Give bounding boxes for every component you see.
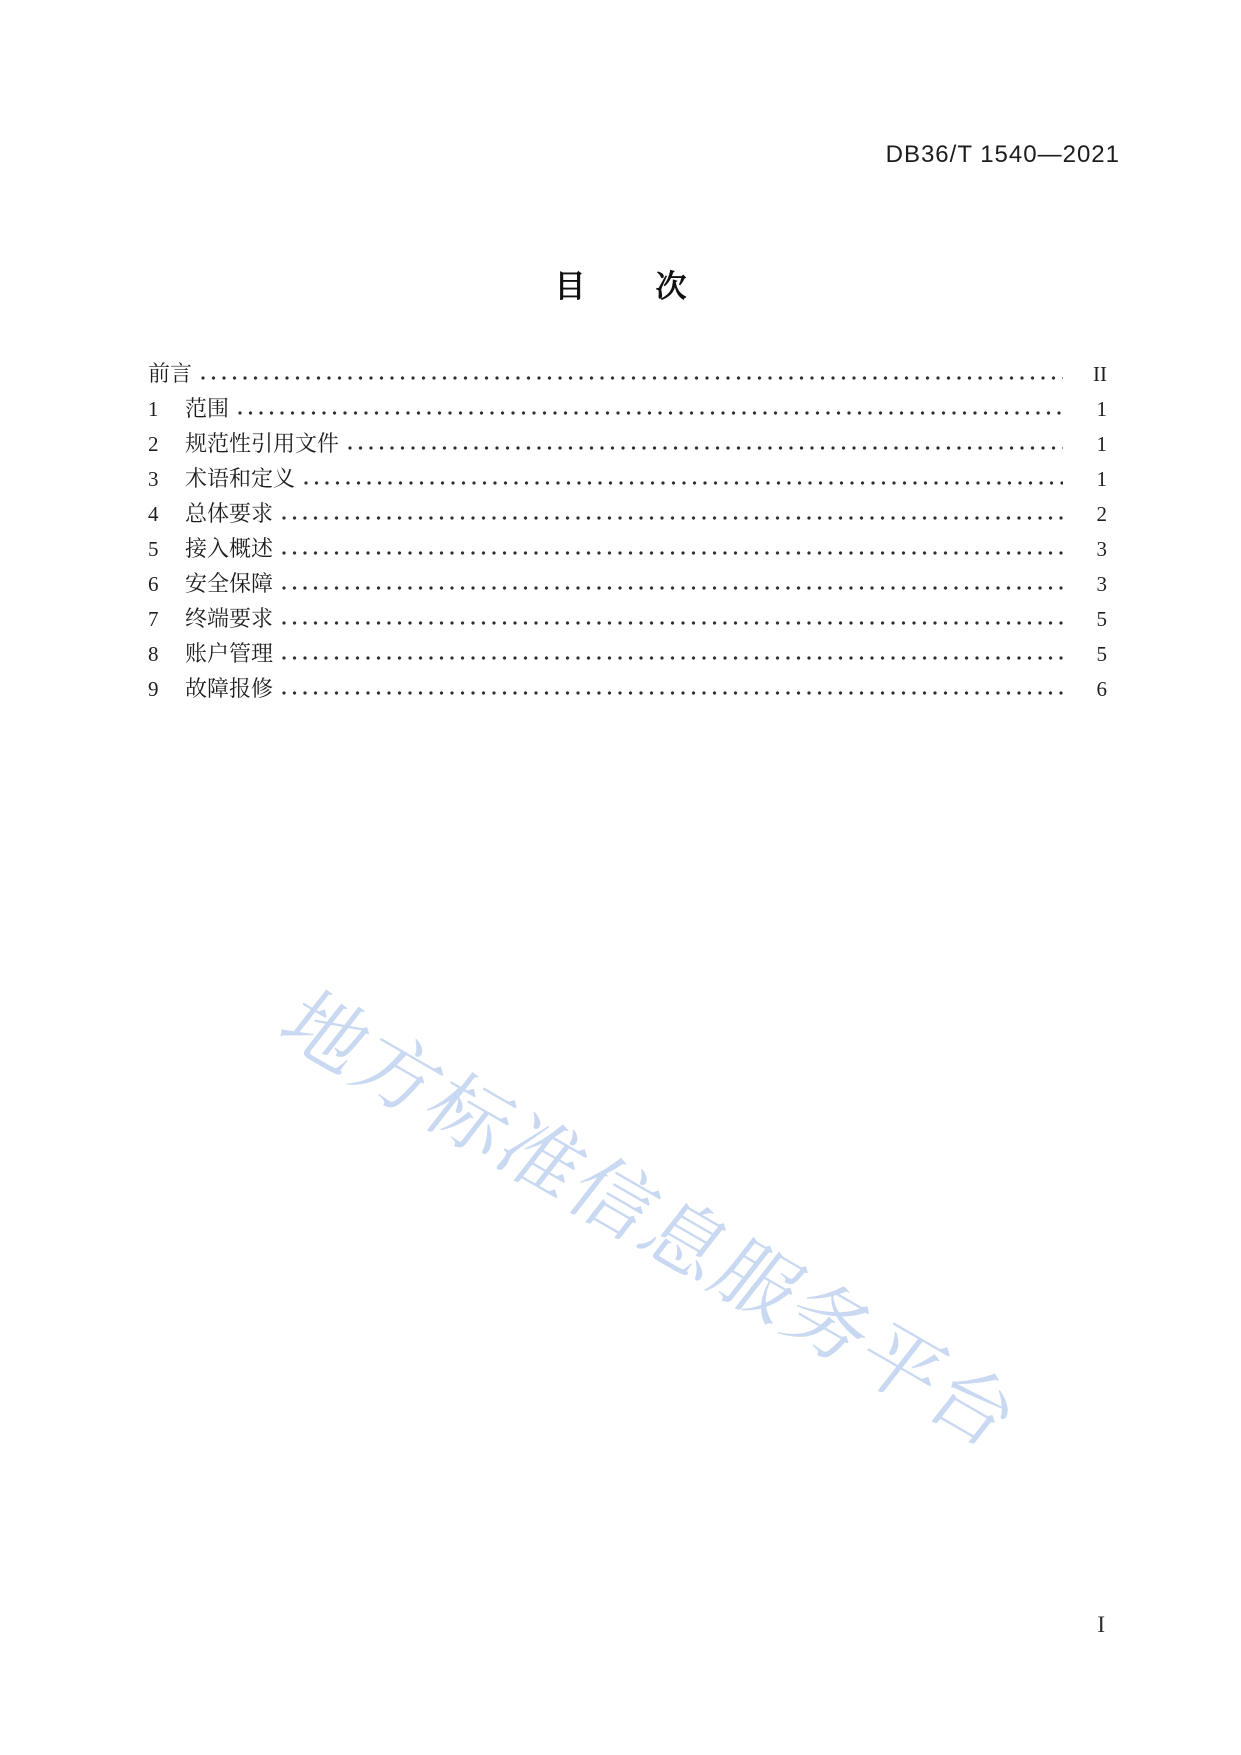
toc-entry-page-number: 5 (1096, 642, 1107, 666)
dot-leader (201, 375, 1063, 381)
toc-entry-label: 规范性引用文件 (185, 431, 340, 456)
toc-entry-label: 故障报修 (185, 676, 274, 701)
toc-entry-number: 9 (148, 677, 159, 701)
table-of-contents (148, 356, 1107, 706)
dot-leader (282, 690, 1063, 696)
toc-entry (148, 531, 1107, 566)
toc-entry (148, 426, 1107, 461)
dot-leader (282, 655, 1063, 661)
toc-entry-label: 前言 (148, 361, 193, 386)
toc-entry-page-number: 3 (1096, 537, 1107, 561)
dot-leader (238, 410, 1063, 416)
page-title (0, 268, 1241, 305)
toc-entry-number: 4 (148, 502, 159, 526)
dot-leader (282, 515, 1063, 521)
dot-leader (282, 585, 1063, 591)
standard-code: DB36/T 1540—2021 (885, 141, 1120, 168)
toc-entry-page-number: 3 (1096, 572, 1107, 596)
toc-entry-number: 1 (148, 397, 159, 421)
toc-entry-number: 5 (148, 537, 159, 561)
toc-entry-number: 7 (148, 607, 159, 631)
toc-entry-number: 6 (148, 572, 159, 596)
dot-leader (282, 550, 1063, 556)
toc-entry-label: 总体要求 (185, 501, 274, 526)
toc-entry (148, 356, 1107, 391)
toc-entry-page-number: II (1093, 362, 1107, 386)
toc-entry-label: 范围 (185, 396, 230, 421)
toc-entry (148, 566, 1107, 601)
page-number: I (1097, 1612, 1105, 1637)
dot-leader (282, 620, 1063, 626)
toc-entry-label: 安全保障 (185, 571, 274, 596)
toc-entry-page-number: 6 (1096, 677, 1107, 701)
toc-entry-page-number: 1 (1096, 432, 1107, 456)
toc-entry-label: 账户管理 (185, 641, 274, 666)
toc-entry-label: 接入概述 (185, 536, 274, 561)
dot-leader (304, 480, 1063, 486)
toc-entry-page-number: 2 (1096, 502, 1107, 526)
toc-entry-label: 终端要求 (185, 606, 274, 631)
toc-entry (148, 461, 1107, 496)
toc-entry-label: 术语和定义 (185, 466, 296, 491)
watermark: 地方标准信息服务平台 (262, 979, 1037, 1465)
page-title-char-2: 次 (655, 269, 687, 304)
toc-entry-page-number: 5 (1096, 607, 1107, 631)
toc-entry-number: 2 (148, 432, 159, 456)
toc-entry-page-number: 1 (1096, 467, 1107, 491)
page-title-char-1: 目 (554, 269, 586, 304)
dot-leader (348, 445, 1063, 451)
toc-entry (148, 496, 1107, 531)
toc-entry-page-number: 1 (1096, 397, 1107, 421)
toc-entry-number: 8 (148, 642, 159, 666)
toc-entry-number: 3 (148, 467, 159, 491)
toc-entry (148, 671, 1107, 706)
toc-entry (148, 391, 1107, 426)
toc-entry (148, 636, 1107, 671)
toc-entry (148, 601, 1107, 636)
